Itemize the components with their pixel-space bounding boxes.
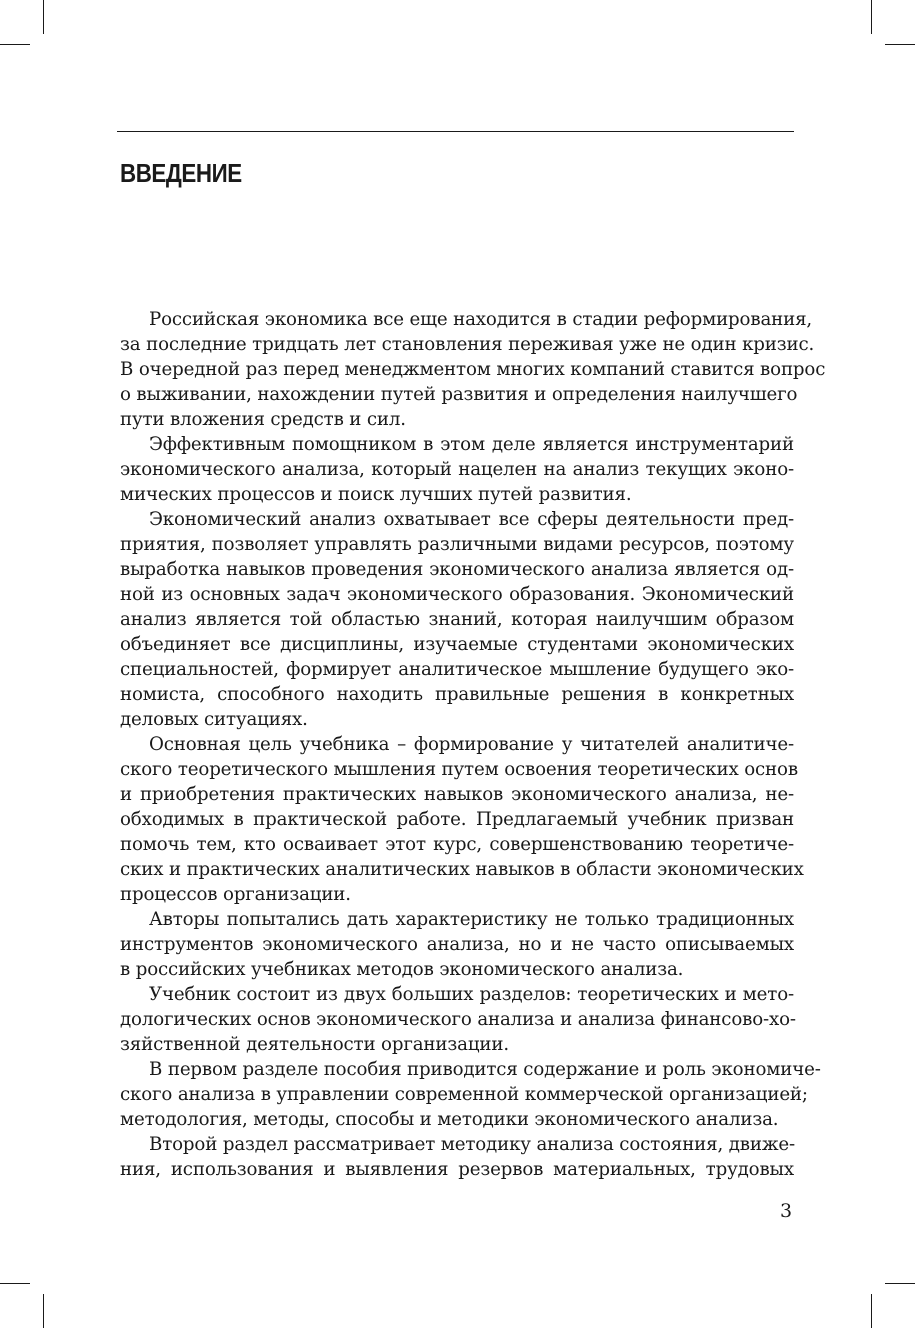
text-line: экономического анализа, который нацелен на анализ текущих эконо- [120, 459, 794, 480]
text-line: В первом разделе пособия приводится содержание и роль экономиче- [149, 1059, 821, 1080]
text-line: зяйственной деятельности организации. [120, 1034, 509, 1055]
text-line: анализ является той областью знаний, которая наилучшим образом [120, 609, 794, 630]
text-line: помочь тем, кто осваивает этот курс, совершенствованию теоретиче- [120, 834, 794, 855]
paragraph [120, 982, 794, 1057]
text-line: Российская экономика все еще находится в стадии реформирования, [149, 309, 813, 330]
paragraph [120, 907, 794, 982]
crop-mark-bottom-right [885, 1283, 915, 1284]
crop-mark-top-left [0, 44, 30, 45]
paragraph [120, 1132, 794, 1182]
paragraph [120, 732, 804, 907]
paragraph [120, 307, 826, 432]
crop-mark-top-right [885, 44, 915, 45]
text-line: о выживании, нахождении путей развития и определения наилучшего [120, 384, 798, 405]
text-line: выработка навыков проведения экономического анализа является од- [120, 559, 794, 580]
text-line: ния, использования и выявления резервов материальных, трудовых [120, 1159, 794, 1180]
text-line: мических процессов и поиск лучших путей развития. [120, 484, 632, 505]
text-line: за последние тридцать лет становления переживая уже не один кризис. [120, 334, 815, 355]
text-line: ского анализа в управлении современной коммерческой организацией; [120, 1084, 808, 1105]
paragraph [120, 507, 794, 732]
text-line: В очередной раз перед менеджментом многих компаний ставится вопрос [120, 359, 826, 380]
paragraph [120, 1057, 821, 1132]
body-text [120, 307, 826, 1182]
text-line: деловых ситуациях. [120, 709, 308, 730]
text-line: объединяет все дисциплины, изучаемые студентами экономических [120, 634, 794, 655]
crop-mark-bottom-left [43, 1294, 44, 1328]
chapter-title: ВВЕДЕНИЕ [120, 158, 242, 188]
text-line: Эффективным помощником в этом деле является инструментарий [149, 434, 794, 455]
text-line: номиста, способного находить правильные решения в конкретных [120, 684, 794, 705]
text-line: пути вложения средств и сил. [120, 409, 406, 430]
text-line: инструментов экономического анализа, но и не часто описываемых [120, 934, 794, 955]
text-line: ских и практических аналитических навыков в области экономических [120, 859, 804, 880]
crop-mark-bottom-left [0, 1283, 30, 1284]
text-line: Экономический анализ охватывает все сферы деятельности пред- [149, 509, 794, 530]
text-line: Основная цель учебника – формирование у читателей аналитиче- [149, 734, 794, 755]
text-line: ной из основных задач экономического образования. Экономический [120, 584, 794, 605]
header-rule [117, 131, 794, 132]
text-line: в российских учебниках методов экономического анализа. [120, 959, 684, 980]
text-line: и приобретения практических навыков экономического анализа, не- [120, 784, 794, 805]
text-line: обходимых в практической работе. Предлагаемый учебник призван [120, 809, 794, 830]
text-line: специальностей, формирует аналитическое мышление будущего эко- [120, 659, 794, 680]
text-line: Учебник состоит из двух больших разделов: теоретических и мето- [149, 984, 794, 1005]
paragraph [120, 432, 794, 507]
text-line: приятия, позволяет управлять различными видами ресурсов, поэтому [120, 534, 794, 555]
text-line: методология, методы, способы и методики экономического анализа. [120, 1109, 779, 1130]
text-line: ского теоретического мышления путем освоения теоретических основ [120, 759, 798, 780]
crop-mark-top-right [871, 0, 872, 34]
crop-mark-top-left [43, 0, 44, 34]
text-line: Второй раздел рассматривает методику анализа состояния, движе- [149, 1134, 796, 1155]
text-line: дологических основ экономического анализа и анализа финансово-хо- [120, 1009, 796, 1030]
text-line: Авторы попытались дать характеристику не только традиционных [149, 909, 794, 930]
page-number: 3 [780, 1200, 793, 1222]
text-line: процессов организации. [120, 884, 351, 905]
crop-mark-bottom-right [871, 1294, 872, 1328]
